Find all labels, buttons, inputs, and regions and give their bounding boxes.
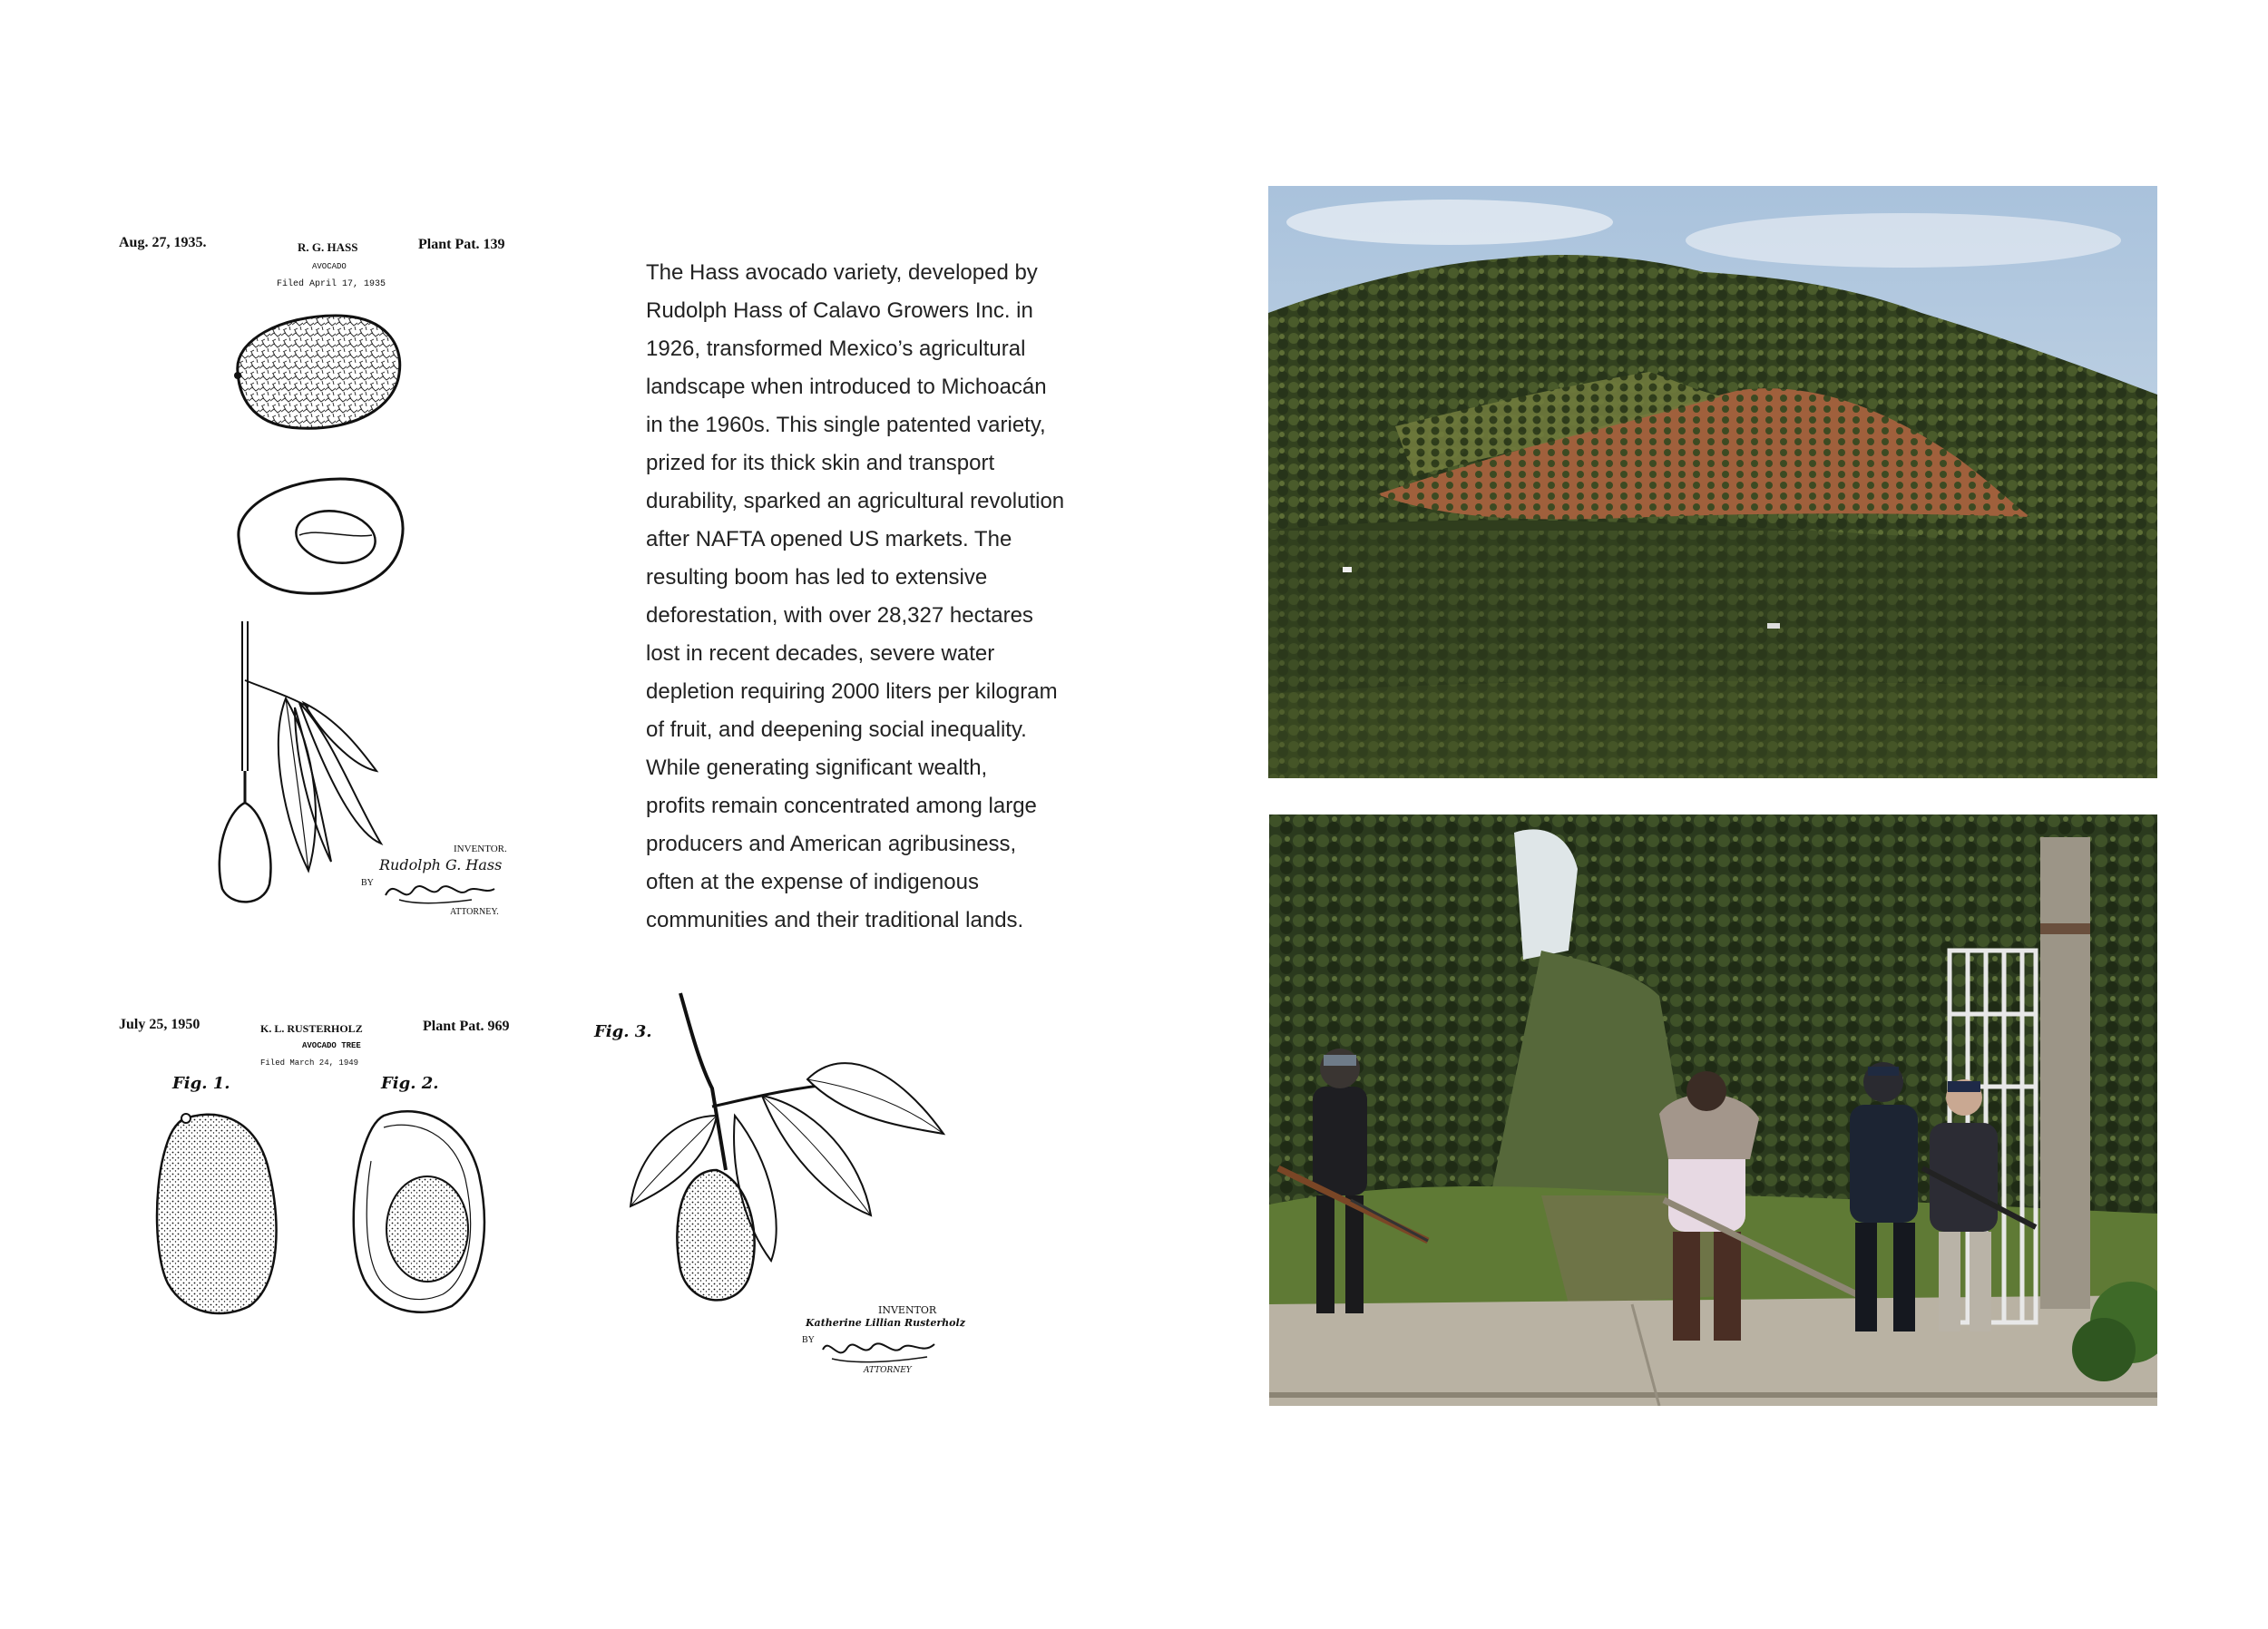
patent1-inventor-signature: Rudolph G. Hass <box>379 856 503 873</box>
article-line: producers and American agribusiness, <box>646 832 1017 856</box>
patent2-attorney-label: ATTORNEY <box>864 1366 912 1375</box>
patent2-fig3-label: Fig. 3. <box>594 1022 652 1041</box>
patent2-fig2-label: Fig. 2. <box>381 1074 439 1093</box>
patent1-plant-pat: Plant Pat. 139 <box>418 237 505 252</box>
photo-community-guards <box>1269 814 2157 1406</box>
patent1-attorney-signature <box>381 873 499 909</box>
patent2-plant-pat: Plant Pat. 969 <box>423 1019 510 1034</box>
article-line: landscape when introduced to Michoacán <box>646 375 1047 399</box>
article-line: durability, sparked an agricultural revolution <box>646 489 1065 513</box>
article-line: While generating significant wealth, <box>646 756 988 780</box>
patent2-date: July 25, 1950 <box>119 1017 200 1032</box>
article-text <box>646 254 1118 940</box>
patent1-attorney-label: ATTORNEY. <box>450 907 499 917</box>
article-line: profits remain concentrated among large <box>646 794 1037 818</box>
article-line: 1926, transformed Mexico’s agricultural <box>646 337 1026 361</box>
patent1-inventor-label: INVENTOR. <box>454 844 507 854</box>
article-line: communities and their traditional lands. <box>646 908 1024 932</box>
avocado-branch-drawing <box>195 617 404 916</box>
article-line: lost in recent decades, severe water <box>646 641 995 666</box>
patent1-inventor-header: R. G. HASS <box>298 240 358 254</box>
patent2-attorney-signature <box>818 1331 941 1368</box>
fig1-whole-avocado-drawing <box>150 1102 286 1320</box>
article-line: The Hass avocado variety, developed by <box>646 260 1038 285</box>
fig2-cut-avocado-drawing <box>347 1102 493 1320</box>
patent2-inventor-label: INVENTOR <box>878 1304 937 1316</box>
article-line: Rudolph Hass of Calavo Growers Inc. in <box>646 298 1033 323</box>
patent2-title: AVOCADO TREE <box>302 1041 361 1050</box>
article-line: in the 1960s. This single patented variety, <box>646 413 1046 437</box>
article-line: after NAFTA opened US markets. The <box>646 527 1012 551</box>
avocado-cut-drawing <box>231 473 413 600</box>
article-line: prized for its thick skin and transport <box>646 451 995 475</box>
patent1-title: AVOCADO <box>312 262 347 271</box>
patent1-date: Aug. 27, 1935. <box>119 235 207 250</box>
patent2-by-label: BY <box>802 1335 815 1345</box>
article-line: resulting boom has led to extensive <box>646 565 988 590</box>
article-line: deforestation, with over 28,327 hectares <box>646 603 1033 628</box>
patent1-by-label: BY <box>361 878 374 888</box>
patent2-inventor-signature: Katherine Lillian Rusterholz <box>806 1317 965 1329</box>
patent2-fig1-label: Fig. 1. <box>172 1074 230 1093</box>
avocado-whole-drawing <box>227 308 408 435</box>
patent1-filed: Filed April 17, 1935 <box>277 279 386 289</box>
patent2-filed: Filed March 24, 1949 <box>260 1058 359 1068</box>
patent2-inventor-header: K. L. RUSTERHOLZ <box>260 1022 363 1035</box>
article-line: of fruit, and deepening social inequality. <box>646 717 1027 742</box>
photo-hillside-orchard <box>1268 186 2157 778</box>
article-line: often at the expense of indigenous <box>646 870 979 894</box>
article-line: depletion requiring 2000 liters per kilogram <box>646 679 1058 704</box>
